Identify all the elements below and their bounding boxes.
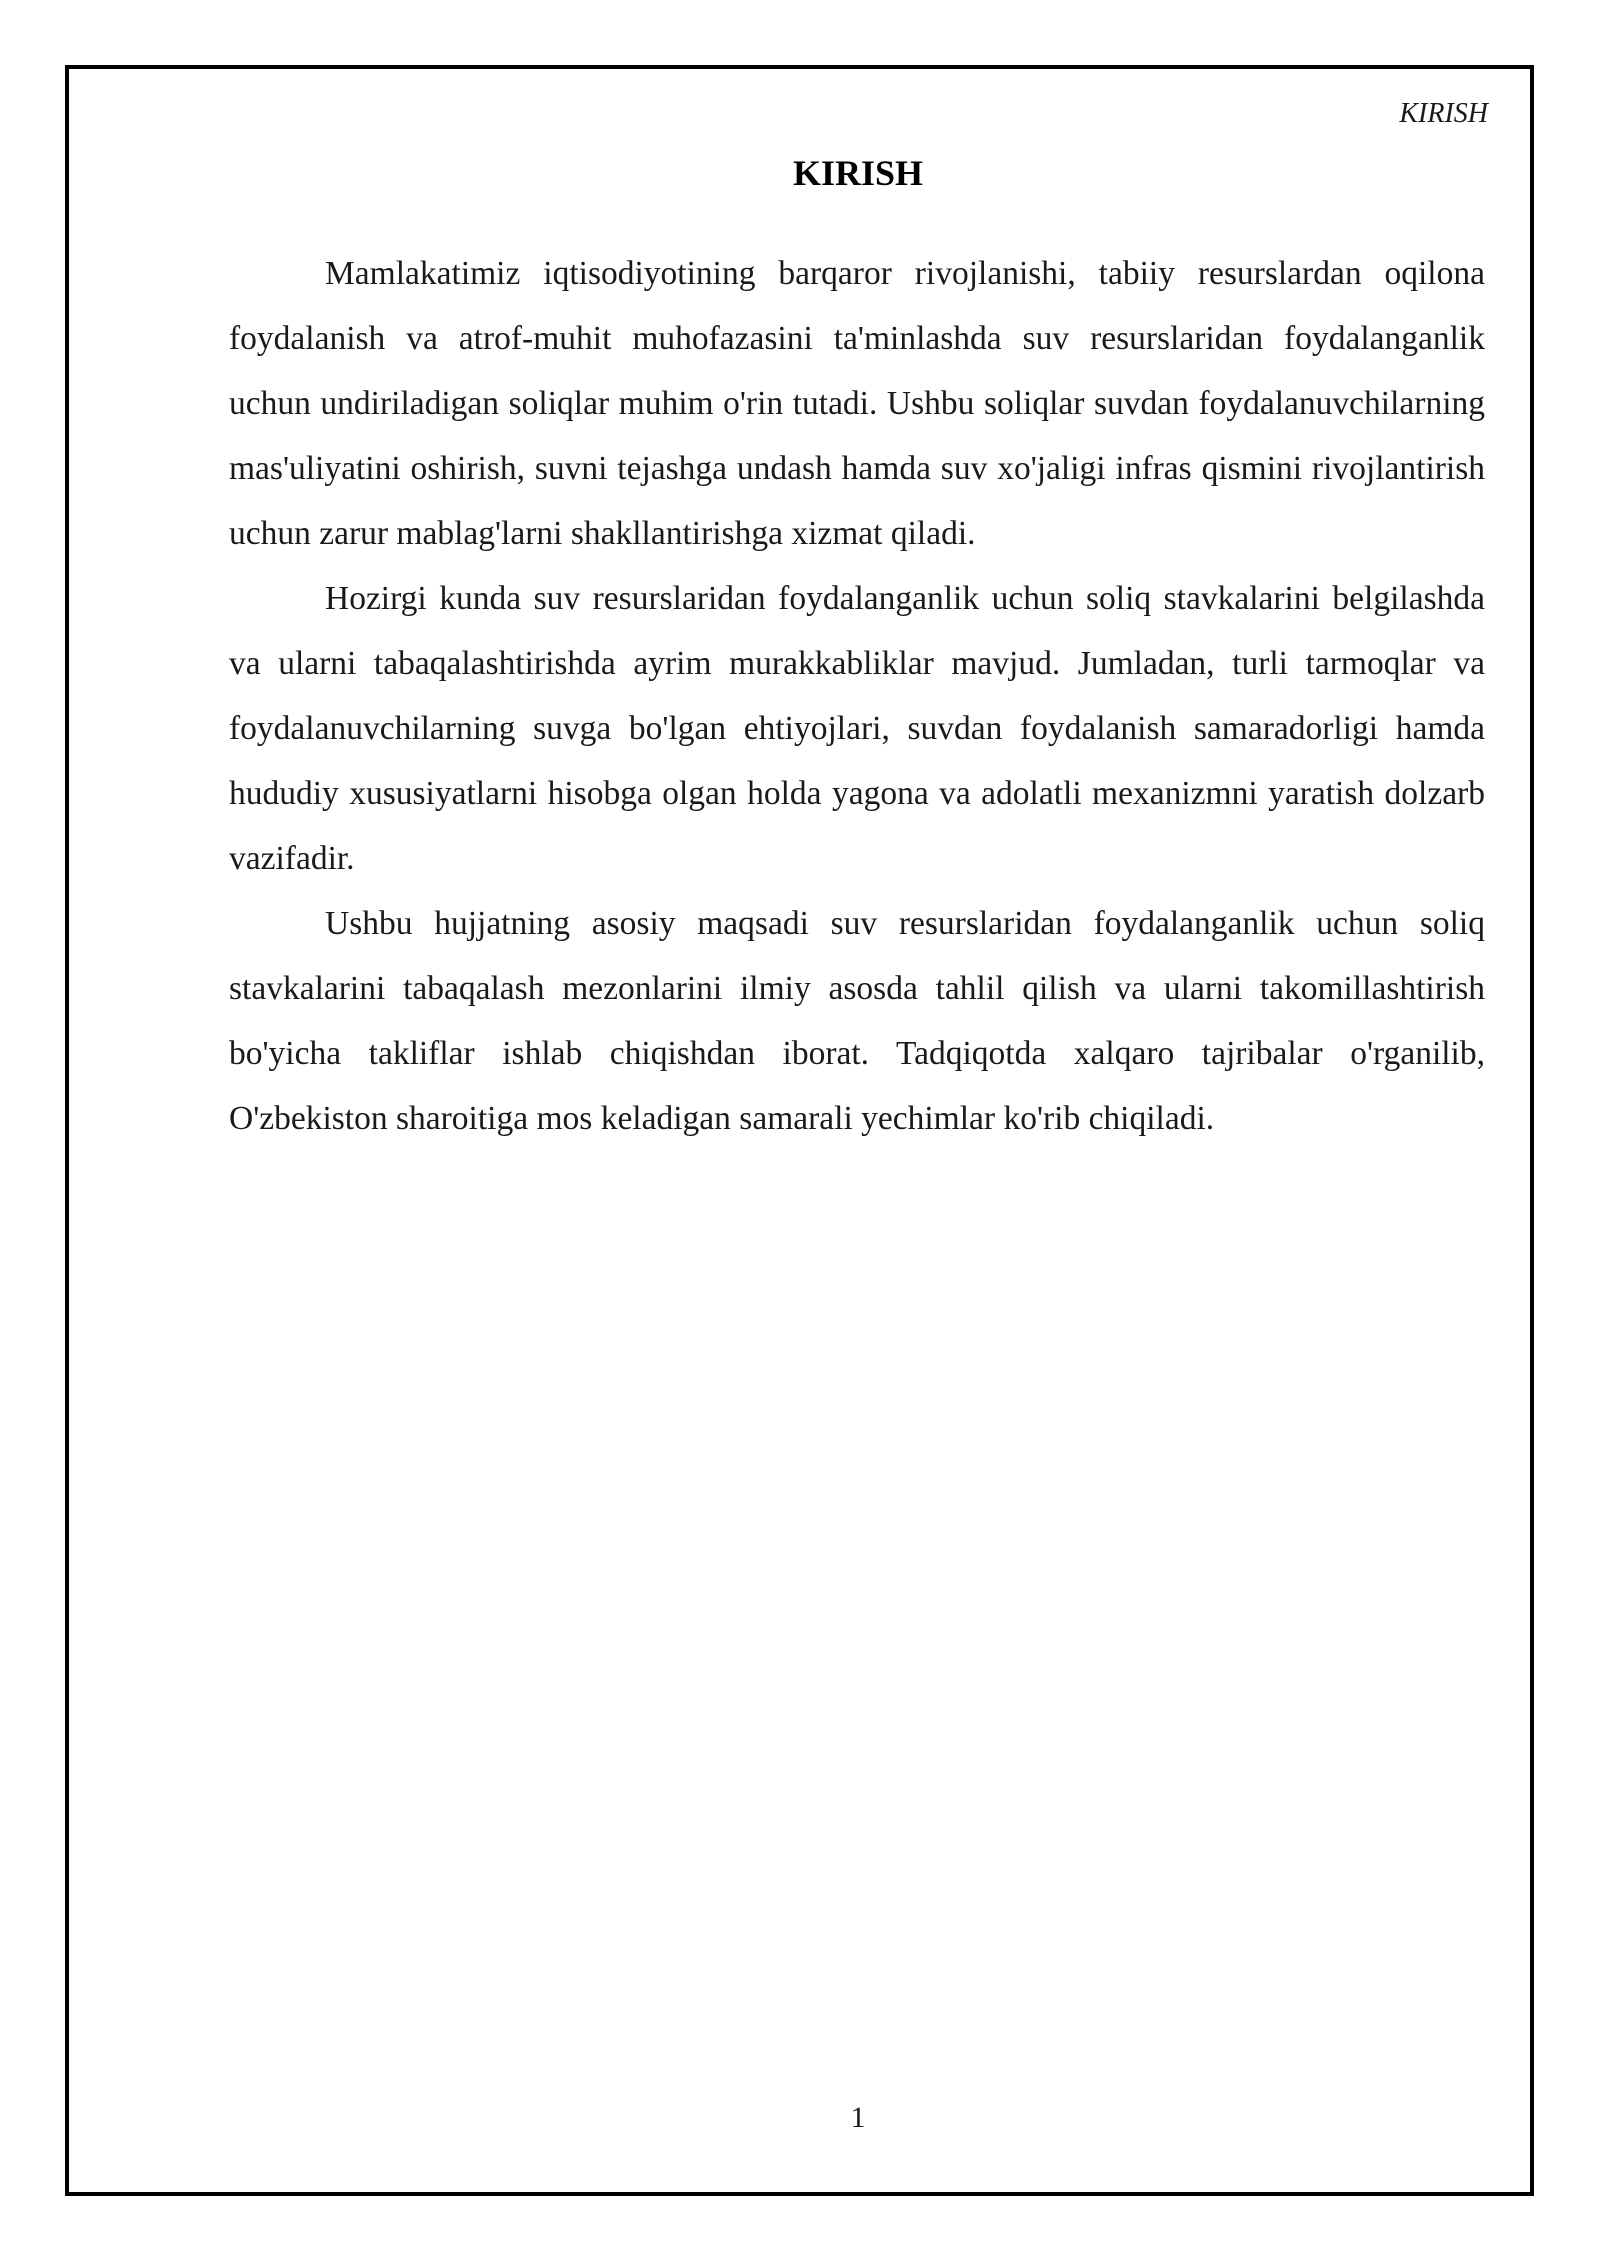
- document-body: [229, 241, 1485, 1151]
- page-title: KIRISH: [792, 153, 924, 193]
- running-header: KIRISH: [1399, 98, 1488, 129]
- page-number: 1: [850, 2101, 866, 2134]
- paragraph-3: Ushbu hujjatning asosiy maqsadi suv resurslaridan foydalanganlik uchun soliq stavkalarini tabaqalash mezonlarini ilmiy asosda tahlil qilish va ularni takomillashtirish bo'yicha takliflar ishlab chiqishdan iborat. Tadqiqotda xalqaro tajribalar o'rganilib, O'zbekiston sharoitiga mos keladigan samarali yechimlar ko'rib chiqiladi.: [229, 905, 1485, 1137]
- paragraph-2: Hozirgi kunda suv resurslaridan foydalanganlik uchun soliq stavkalarini belgilashda va ularni tabaqalashtirishda ayrim murakkabliklar mavjud. Jumladan, turli tarmoqlar va foydalanuvchilarning suvga bo'lgan ehtiyojlari, suvdan foydalanish samaradorligi hamda hududiy xususiyatlarni hisobga olgan holda yagona va adolatli mexanizmni yaratish dolzarb vazifadir.: [229, 580, 1485, 877]
- paragraph-1: Mamlakatimiz iqtisodiyotining barqaror rivojlanishi, tabiiy resurslardan oqilona foydalanish va atrof-muhit muhofazasini ta'minlashda suv resurslaridan foydalanganlik uchun undiriladigan soliqlar muhim o'rin tutadi. Ushbu soliqlar suvdan foydalanuvchilarning mas'uliyatini oshirish, suvni tejashga undash hamda suv xo'jaligi infras qismini rivojlantirish uchun zarur mablag'larni shakllantirishga xizmat qiladi.: [229, 255, 1485, 552]
